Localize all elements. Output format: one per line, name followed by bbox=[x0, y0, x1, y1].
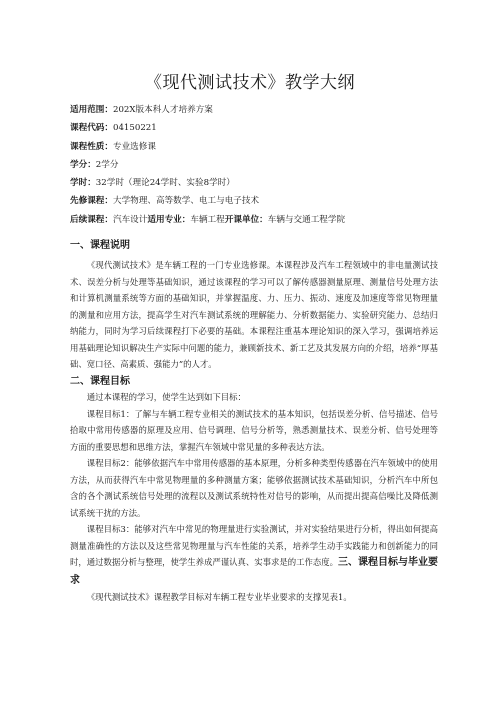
meta-value: 车辆与交通工程学院 bbox=[267, 214, 346, 225]
meta-value: 04150221 bbox=[112, 123, 157, 134]
paragraph: 《现代测试技术》是车辆工程的一门专业选修课。本课程涉及汽车工程领域中的非电量测试技术、误差分析与处理等基础知识，通过该课程的学习可以了解传感器测量原理、测量信号处理方法和计算机测量系统等方面的基础知识，并掌握温度、力、压力、振动、速度及加速度等常见物理量的测量和应用方法，提高学生对汽车测试系统的理解能力、分析数据能力、实验研究能力、总结归纳能力，同时为学习后续课程打下必要的基础。本课程注重基本理论知识的深入学习，强调培养运用基础理论知识解决生产实际中问题的能力，兼顾新技术、新工艺及其发展方向的介绍，培养“厚基础、宽口径、高素质、强能力”的人才。 bbox=[70, 260, 438, 369]
meta-follow-up bbox=[70, 211, 470, 229]
paragraph: 通过本课程的学习，使学生达到如下目标： bbox=[86, 392, 246, 402]
meta-scope bbox=[70, 101, 470, 119]
meta-value: 大学物理、高等数学、电工与电子技术 bbox=[112, 196, 260, 207]
section-heading-3: 三、课程目标与毕业要求 bbox=[70, 557, 438, 586]
meta-hours bbox=[70, 174, 470, 192]
meta-label: 后续课程： bbox=[70, 214, 113, 225]
meta-value: 2学分 bbox=[95, 159, 119, 170]
paragraph-text: 课程目标3：能够对汽车中常见的物理量进行实验测试，并对实验结果进行分析，得出如何提高测量准确性的方法以及这些常见物理量与汽车性能的关系，培养学生动手实践能力和创新能力的同时，通过数据分析与整理，使学生养成严谨认真、实事求是的工作态度。 bbox=[70, 524, 438, 567]
paragraph bbox=[70, 521, 438, 589]
meta-prerequisites bbox=[70, 192, 470, 210]
meta-label: 适用范围： bbox=[70, 105, 113, 115]
paragraph: 课程目标2：能够依据汽车中常用传感器的基本原理，分析多种类型传感器在汽车领域中的使用方法，从而获得汽车中常见物理量的多种测量方案；能够依据测试技术基础知识，分析汽车中所包含的各个测试系统信号处理的流程以及测试系统特性对信号的影响，从而提出提高信噪比及降低测试系统干扰的方法。 bbox=[70, 458, 438, 518]
meta-value: 车辆工程 bbox=[190, 214, 225, 225]
section-heading-1: 一、课程说明 bbox=[70, 240, 130, 251]
meta-credits bbox=[70, 156, 470, 174]
meta-value: 专业选修课 bbox=[112, 141, 156, 152]
meta-label: 先修课程： bbox=[70, 196, 113, 207]
meta-value: 32学时（理论24学时、实验8学时） bbox=[95, 178, 235, 189]
course-info bbox=[70, 101, 470, 229]
page-title: 《现代测试技术》教学大纲 bbox=[145, 73, 355, 93]
meta-label: 学时： bbox=[70, 178, 96, 189]
meta-code bbox=[70, 119, 470, 137]
section-heading-2: 二、课程目标 bbox=[70, 376, 130, 387]
meta-value: 汽车设计 bbox=[112, 214, 148, 225]
section-1-body bbox=[70, 257, 438, 373]
meta-label: 学分： bbox=[70, 159, 96, 170]
section-2-body bbox=[70, 389, 438, 606]
meta-label: 课程代码： bbox=[70, 123, 113, 134]
paragraph: 《现代测试技术》课程教学目标对车辆工程专业毕业要求的支撑见表1。 bbox=[86, 592, 352, 602]
meta-label: 开课单位： bbox=[224, 214, 268, 225]
meta-nature bbox=[70, 138, 470, 156]
meta-label: 适用专业： bbox=[147, 214, 191, 225]
meta-label: 课程性质： bbox=[70, 141, 113, 152]
meta-value: 202X版本科人才培养方案 bbox=[112, 105, 213, 115]
paragraph: 课程目标1：了解与车辆工程专业相关的测试技术的基本知识，包括误差分析、信号描述、信号拾取中常用传感器的原理及应用、信号调理、信号分析等，熟悉测量技术、误差分析、信号处理等方面的重要思想和思维方法，掌握汽车领域中常见量的多种表达方法。 bbox=[70, 408, 438, 452]
